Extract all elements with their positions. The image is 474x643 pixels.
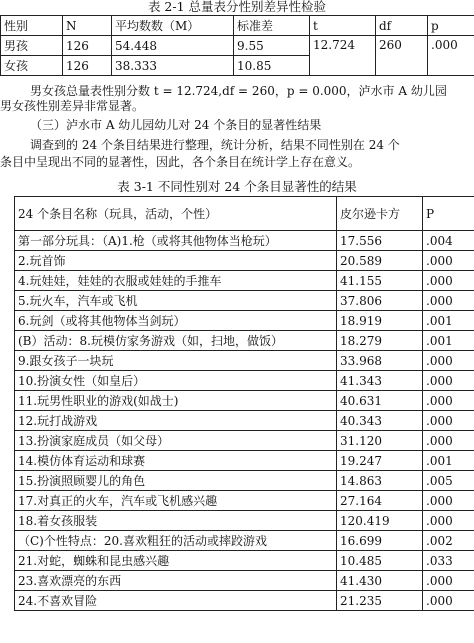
t-cell: 12.724	[310, 36, 376, 76]
p-value-cell: .000	[423, 351, 474, 371]
item-cell: 15.扮演照顾婴儿的角色	[15, 471, 337, 491]
item-cell: 9.跟女孩子一块玩	[15, 351, 337, 371]
item-cell: 5.玩火车，汽车或飞机	[15, 291, 337, 311]
p-value-cell: .001	[423, 451, 474, 471]
p-value-cell: .000	[423, 491, 474, 511]
chi-square-cell: 37.806	[337, 291, 423, 311]
item-cell: 13.扮演家庭成员（如父母）	[15, 431, 337, 451]
table-row	[15, 451, 474, 471]
table-row	[15, 591, 474, 611]
table-row	[15, 231, 474, 251]
n-cell: 126	[63, 36, 112, 56]
header-t: t	[310, 16, 376, 36]
header-p: P	[423, 197, 474, 231]
chi-square-cell: 33.968	[337, 351, 423, 371]
item-cell: 17.对真正的火车，汽车或飞机感兴趣	[15, 491, 337, 511]
table-row	[1, 36, 474, 56]
table-row	[15, 251, 474, 271]
item-cell: 10.扮演女性（如皇后）	[15, 371, 337, 391]
item-cell: 21.对蛇，蜘蛛和昆虫感兴趣	[15, 551, 337, 571]
df-cell: 260	[376, 36, 428, 76]
table-row	[15, 551, 474, 571]
chi-square-cell: 16.699	[337, 531, 423, 551]
mean-cell: 38.333	[112, 56, 234, 76]
sd-cell: 9.55	[234, 36, 310, 56]
paragraph-line: 调查到的 24 个条目结果进行整理，统计分析，结果不同性别在 24 个	[30, 138, 400, 152]
chi-square-cell: 19.247	[337, 451, 423, 471]
item-cell: 2.玩首饰	[15, 251, 337, 271]
item-cell: （C)个性特点：20.喜欢粗狂的活动或摔跤游戏	[15, 531, 337, 551]
p-value-cell: .002	[423, 531, 474, 551]
p-value-cell: .000	[423, 371, 474, 391]
chi-square-cell: 40.343	[337, 411, 423, 431]
p-value-cell: .000	[423, 271, 474, 291]
item-significance-table	[14, 196, 474, 611]
table-header-row	[15, 197, 474, 231]
mean-cell: 54.448	[112, 36, 234, 56]
item-cell: 4.玩娃娃，娃娃的衣服或娃娃的手推车	[15, 271, 337, 291]
n-cell: 126	[63, 56, 112, 76]
chi-square-cell: 18.279	[337, 331, 423, 351]
item-cell: 24.不喜欢冒险	[15, 591, 337, 611]
chi-square-cell: 14.863	[337, 471, 423, 491]
chi-square-cell: 27.164	[337, 491, 423, 511]
table-row	[15, 471, 474, 491]
gender-difference-table	[0, 15, 474, 76]
header-gender: 性别	[1, 16, 63, 36]
header-chi-square: 皮尔逊卡方	[337, 197, 423, 231]
chi-square-cell: 41.430	[337, 571, 423, 591]
item-cell: 18.着女孩服装	[15, 511, 337, 531]
chi-square-cell: 21.235	[337, 591, 423, 611]
table-row	[15, 271, 474, 291]
item-cell: 第一部分玩具：（A)1.枪（或将其他物体当枪玩）	[15, 231, 337, 251]
p-value-cell: .000	[423, 591, 474, 611]
chi-square-cell: 18.919	[337, 311, 423, 331]
item-cell: 12.玩打战游戏	[15, 411, 337, 431]
chi-square-cell: 31.120	[337, 431, 423, 451]
p-value-cell: .000	[423, 431, 474, 451]
section-heading: （三）泸水市 A 幼儿园幼儿对 24 个条目的显著性结果	[30, 118, 322, 132]
table-row	[15, 331, 474, 351]
table-row	[15, 511, 474, 531]
p-value-cell: .004	[423, 231, 474, 251]
item-cell: 14.模仿体育运动和球赛	[15, 451, 337, 471]
header-p: p	[428, 16, 474, 36]
p-value-cell: .000	[423, 291, 474, 311]
header-mean: 平均数数（M）	[112, 16, 234, 36]
table-row	[15, 351, 474, 371]
item-cell: 11.玩男性职业的游戏(如战士)	[15, 391, 337, 411]
p-value-cell: .000	[423, 391, 474, 411]
chi-square-cell: 40.631	[337, 391, 423, 411]
table-row	[15, 371, 474, 391]
table-row	[15, 431, 474, 451]
header-item: 24 个条目名称（玩具，活动，个性）	[15, 197, 337, 231]
p-value-cell: .000	[423, 511, 474, 531]
header-sd: 标准差	[234, 16, 310, 36]
item-cell: (B）活动：8.玩模仿家务游戏（如，扫地，做饭）	[15, 331, 337, 351]
paragraph-line: 男女孩性别差异非常显著。	[0, 99, 145, 113]
table-header-row	[1, 16, 474, 36]
paragraph-line: 男女孩总量表性别分数 t = 12.724,df = 260，p = 0.000，泸水市 A 幼儿园	[30, 84, 447, 98]
chi-square-cell: 17.556	[337, 231, 423, 251]
chi-square-cell: 20.589	[337, 251, 423, 271]
table-row	[15, 391, 474, 411]
table-row	[15, 291, 474, 311]
p-value-cell: .033	[423, 551, 474, 571]
table-row	[15, 411, 474, 431]
gender-cell: 男孩	[1, 36, 63, 56]
gender-cell: 女孩	[1, 56, 63, 76]
chi-square-cell: 10.485	[337, 551, 423, 571]
header-n: N	[63, 16, 112, 36]
p-value-cell: .005	[423, 471, 474, 491]
table-2-caption: 表 3-1 不同性别对 24 个条目显著性的结果	[117, 179, 357, 194]
item-cell: 6.玩剑（或将其他物体当剑玩）	[15, 311, 337, 331]
p-value-cell: .000	[423, 411, 474, 431]
p-cell: .000	[428, 36, 474, 76]
chi-square-cell: 120.419	[337, 511, 423, 531]
header-df: df	[376, 16, 428, 36]
table-1-caption: 表 2-1 总量表分性别差异性检验	[147, 0, 327, 14]
p-value-cell: .000	[423, 571, 474, 591]
p-value-cell: .001	[423, 331, 474, 351]
chi-square-cell: 41.343	[337, 371, 423, 391]
paragraph-line: 条目中呈现出不同的显著性，因此，各个条目在统计学上存在意义。	[0, 155, 361, 169]
table-row	[15, 491, 474, 511]
p-value-cell: .000	[423, 251, 474, 271]
table-row	[15, 531, 474, 551]
item-cell: 23.喜欢漂亮的东西	[15, 571, 337, 591]
chi-square-cell: 41.155	[337, 271, 423, 291]
table-row	[15, 311, 474, 331]
sd-cell: 10.85	[234, 56, 310, 76]
p-value-cell: .001	[423, 311, 474, 331]
table-row	[15, 571, 474, 591]
